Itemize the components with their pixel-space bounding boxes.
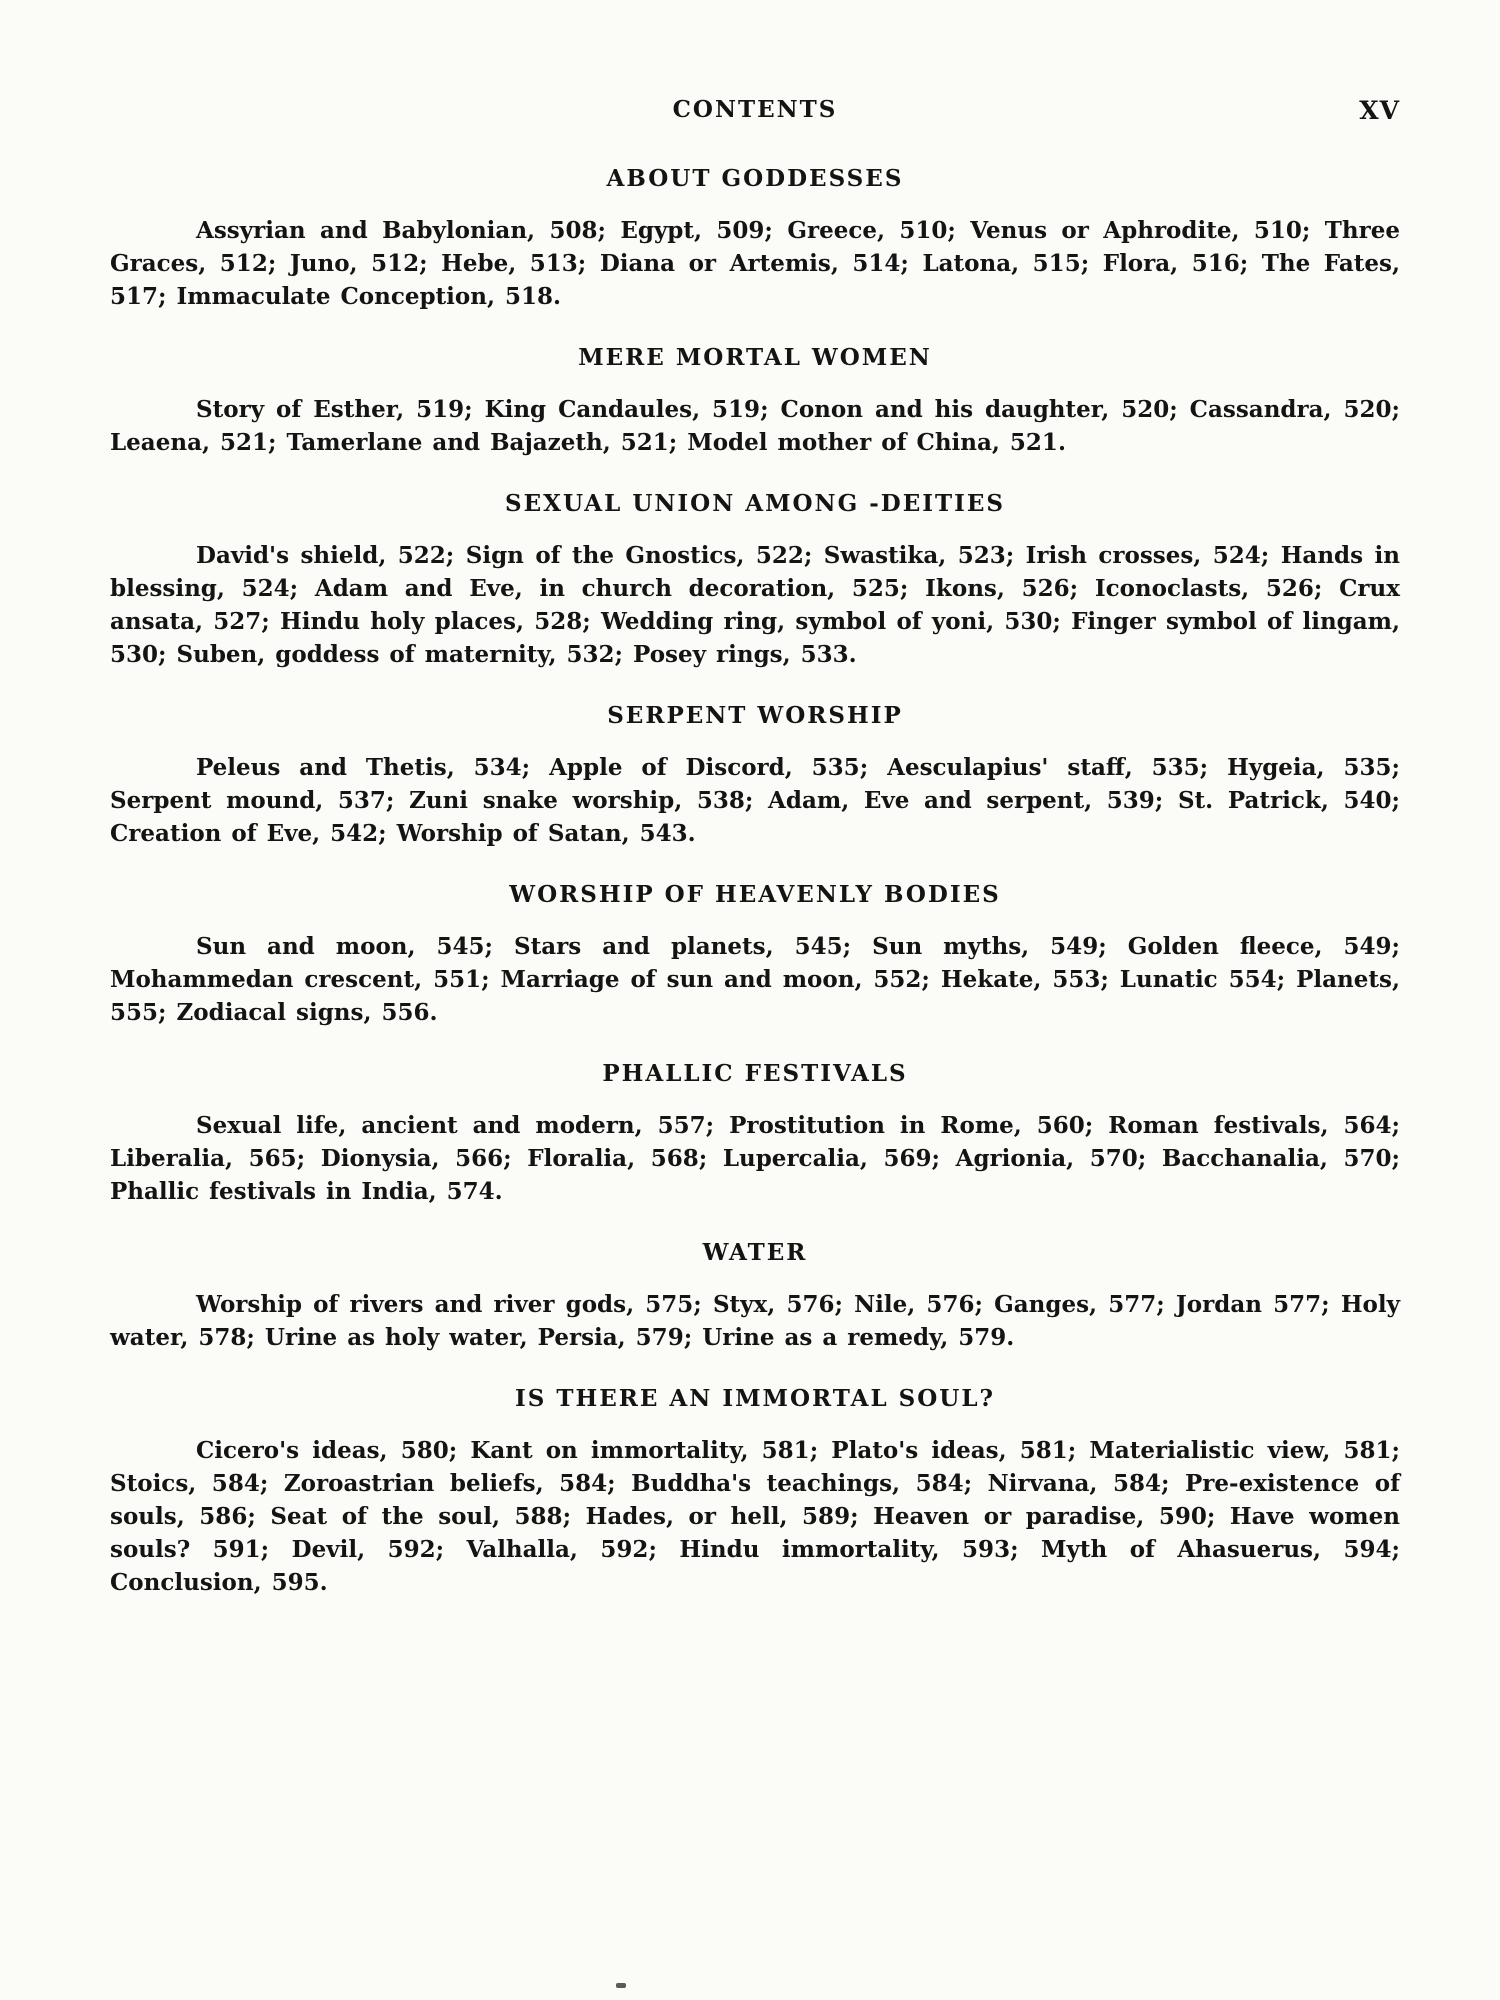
scan-speck (616, 1983, 626, 1988)
section-mere-mortal-women (110, 343, 1400, 459)
page-number: XV (1359, 96, 1400, 125)
section-sexual-union-among-deities (110, 489, 1400, 671)
section-heading: WATER (702, 1239, 808, 1266)
section-heading: WORSHIP OF HEAVENLY BODIES (509, 881, 1001, 908)
section-serpent-worship (110, 701, 1400, 850)
section-entries: Assyrian and Babylonian, 508; Egypt, 509; Greece, 510; Venus or Aphrodite, 510; Three Graces, 512; Juno, 512; Hebe, 513; Diana or Artemis, 514; Latona, 515; Flora, 516; The Fates, 517; Immaculate Conception, 518. (110, 217, 1400, 310)
section-heading: IS THERE AN IMMORTAL SOUL? (515, 1385, 995, 1412)
section-entries: Worship of rivers and river gods, 575; Styx, 576; Nile, 576; Ganges, 577; Jordan 577; Holy water, 578; Urine as holy water, Persia, 579; Urine as a remedy, 579. (110, 1291, 1400, 1351)
section-entries: Sexual life, ancient and modern, 557; Prostitution in Rome, 560; Roman festivals, 564; Liberalia, 565; Dionysia, 566; Floralia, 568; Lupercalia, 569; Agrionia, 570; Bacchanalia, 570; Phallic festivals in India, 574. (110, 1112, 1400, 1205)
running-title: CONTENTS (672, 96, 838, 123)
section-about-goddesses (110, 164, 1400, 313)
section-entries: Cicero's ideas, 580; Kant on immortality, 581; Plato's ideas, 581; Materialistic view, 581; Stoics, 584; Zoroastrian beliefs, 584; Buddha's teachings, 584; Nirvana, 584; Pre-existence of souls, 586; Seat of the soul, 588; Hades, or hell, 589; Heaven or paradise, 590; Have women souls? 591; Devil, 592; Valhalla, 592; Hindu immortality, 593; Myth of Ahasuerus, 594; Conclusion, 595. (110, 1437, 1400, 1596)
section-heading: PHALLIC FESTIVALS (602, 1060, 908, 1087)
section-immortal-soul (110, 1384, 1400, 1599)
section-heading: MERE MORTAL WOMEN (578, 344, 932, 371)
section-entries: Story of Esther, 519; King Candaules, 519; Conon and his daughter, 520; Cassandra, 520; Leaena, 521; Tamerlane and Bajazeth, 521; Model mother of China, 521. (110, 396, 1400, 456)
section-heading: ABOUT GODDESSES (606, 165, 904, 192)
section-heading: SERPENT WORSHIP (607, 702, 903, 729)
section-water (110, 1238, 1400, 1354)
section-entries: David's shield, 522; Sign of the Gnostics, 522; Swastika, 523; Irish crosses, 524; Hands in blessing, 524; Adam and Eve, in church decoration, 525; Ikons, 526; Iconoclasts, 526; Crux ansata, 527; Hindu holy places, 528; Wedding ring, symbol of yoni, 530; Finger symbol of lingam, 530; Suben, goddess of maternity, 532; Posey rings, 533. (110, 542, 1400, 668)
section-entries: Peleus and Thetis, 534; Apple of Discord, 535; Aesculapius' staff, 535; Hygeia, 535; Serpent mound, 537; Zuni snake worship, 538; Adam, Eve and serpent, 539; St. Patrick, 540; Creation of Eve, 542; Worship of Satan, 543. (110, 754, 1400, 847)
section-phallic-festivals (110, 1059, 1400, 1208)
section-entries: Sun and moon, 545; Stars and planets, 545; Sun myths, 549; Golden fleece, 549; Mohammedan crescent, 551; Marriage of sun and moon, 552; Hekate, 553; Lunatic 554; Planets, 555; Zodiacal signs, 556. (110, 933, 1400, 1026)
section-worship-of-heavenly-bodies (110, 880, 1400, 1029)
contents-sections (110, 164, 1400, 1629)
running-head (110, 96, 1400, 130)
section-heading: SEXUAL UNION AMONG -DEITIES (504, 490, 1006, 517)
